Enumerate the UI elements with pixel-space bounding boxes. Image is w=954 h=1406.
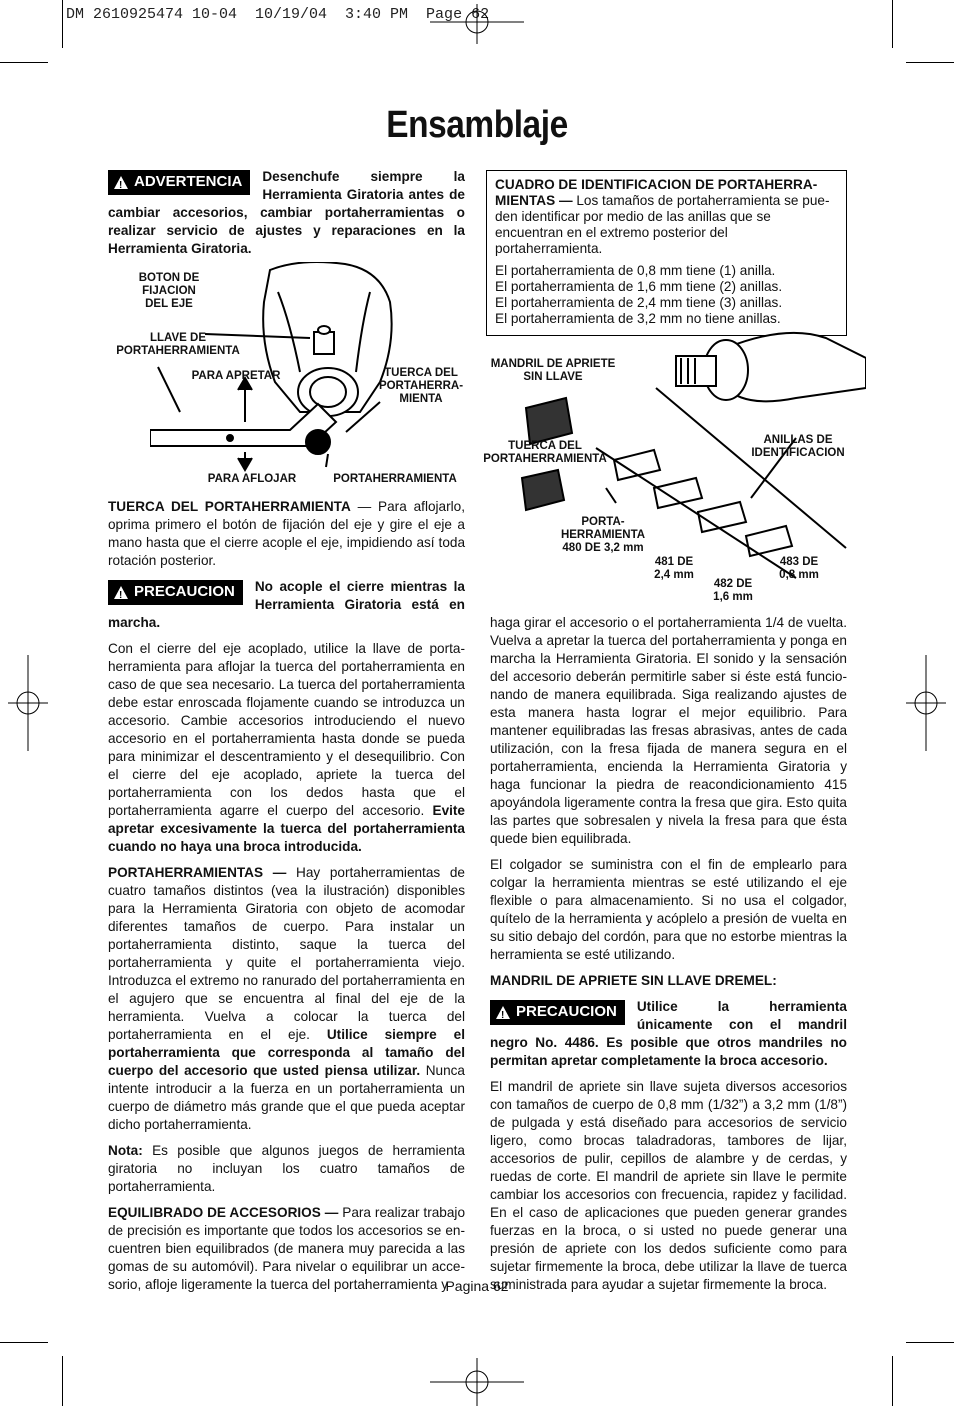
right-column-body (490, 614, 847, 1302)
print-header: DM 2610925474 10-04 10/19/04 3:40 PM Page 62 (66, 6, 490, 23)
paragraph: Nunca intente introducir a la fuerza en un portaherramienta un cuerpo de diámetro más grande que el que pueda aceptar dicho portaherramienta. (108, 1063, 465, 1132)
paragraph: Hay portaherramientas de cuatro tamaños distintos (vea la ilustración) disponibles para la Herramienta Giratoria con objeto de acomodar diferentes tamaños de cuerpo. Para instalar un portaherramienta distinto, saque la tuerca del portaherramienta y quite el portaherramienta viejo. Introduzca el extremo no ranurado del portaherramienta en el agujero que se encuentra al final del eje de la herramienta. Vuelva a colocar la tuerca del portaherramienta en el eje. (108, 865, 465, 1042)
label-482: 482 DE 1,6 mm (713, 578, 753, 603)
paragraph: El colgador se suministra con el fin de emplearlo para colgar la herramienta mientras se esté utilizando el eje flexible o para almacenamiento. Si no usa el colgador, quítelo de la herramienta y acóplelo a presión de vuelta en su sitio debajo del cordón, para que no estorbe mientras la herramienta se esté utilizando. (490, 857, 847, 962)
paragraph: Es posible que algunos juegos de herramienta giratoria no incluyan los cuatro tamaños de portaherramienta. (108, 1143, 465, 1194)
label-tuerca-porta: TUERCA DEL PORTAHERRAMIENTA (483, 440, 607, 465)
tuerca-heading: TUERCA DEL PORTAHERRAMIENTA (108, 499, 351, 514)
caution-badge: ! PRECAUCION (108, 580, 243, 605)
mandril-heading: MANDRIL DE APRIETE SIN LLAVE DREMEL: (490, 973, 777, 988)
label-para-apretar: PARA APRETAR (191, 370, 281, 382)
box-line: El portaherramienta de 2,4 mm tiene (3) anillas. (495, 295, 783, 310)
equilibrado-heading: EQUILIBRADO DE ACCESORIOS — (108, 1205, 339, 1220)
warning-icon (496, 1006, 510, 1019)
caution-text: No acople el cierre mientras la Herramienta Giratoria está en marcha. (108, 579, 465, 630)
caution-badge: ! PRECAUCION (490, 1000, 625, 1025)
page-number: Pagina 62 (445, 1278, 509, 1294)
tuerca-text: — Para aflojarlo, oprima primero el botón de fijación del eje y gire el eje a mano hasta que el cierre acople el eje, impidiendo así toda rotación posterior. (108, 499, 465, 568)
page-title: Ensamblaje (386, 104, 568, 146)
paragraph: El mandril de apriete sin llave sujeta diversos accesorios con tamaños de cuerpo de 0,8 mm (1/32”) a 3,2 mm (1/8”) de pulgada y está diseñado para accesorios de servicio ligero, como brocas taladradoras, tambores de lijar, accesorios de pulir, cepillos de alambre y de cerdas, y ruedas de corte. El mandril de apriete sin llave le permite cambiar los accesorios con frecuencia, rapidez y facilidad. En el caso de aplicaciones que pueden generar grandes fuerzas en la broca, o si usted no puede generar una presión de apriete con los dedos suficiente como para sujetar firmemente la broca, debe utilizar la llave de tuerca suministrada para ayudar a sujetar firmemente la broca. (490, 1079, 847, 1292)
label-anillas: ANILLAS DE IDENTIFICACION (751, 434, 845, 459)
label-llave: LLAVE DE PORTAHERRAMIENTA (116, 332, 240, 357)
warning-icon (114, 176, 128, 189)
label-portaherramienta: PORTAHERRAMIENTA (333, 473, 457, 485)
label-480: PORTA-HERRAMIENTA 480 DE 3,2 mm (560, 516, 646, 554)
box-line: El portaherramienta de 1,6 mm tiene (2) anillas. (495, 279, 783, 294)
box-line: El portaherramienta de 0,8 mm tiene (1) anilla. (495, 263, 776, 278)
caution-text: Utilice la herramienta únicamente con el mandril negro No. 4486. Es posible que otros mandriles no permitan apretar completamente la broca accesorio. (490, 999, 847, 1068)
box-text: Los tamaños de portaherramienta se pue-den identificar por medio de las anillas que se encuentran en el extremo posterior del portaherramienta. (495, 193, 830, 256)
left-column-body (108, 498, 465, 1302)
label-para-aflojar: PARA AFLOJAR (207, 473, 297, 485)
label-481: 481 DE 2,4 mm (654, 556, 694, 581)
porta-heading: PORTAHERRAMIENTAS — (108, 865, 287, 880)
label-boton-fijacion: BOTON DE FIJACION DEL EJE (138, 272, 200, 310)
warning-icon (114, 586, 128, 599)
caution-block (490, 998, 847, 1070)
paragraph: Con el cierre del eje acoplado, utilice la llave de porta-herramienta para aflojar la tuerca del portaherramienta en caso de que sea necesario. La tuerca del portaherramienta debe estar enroscada flojamente cuando se introduzca un accesorio. Cambie accesorios introduciendo el nuevo accesorio en el portaherramienta hasta donde se pueda para minimizar el descentramiento y el desequilibrio. Con el cierre del eje acoplado, apriete la tuerca del portaherramienta con los dedos hasta que el portaherramienta agarre el cuerpo del accesorio. (108, 641, 465, 818)
nota-heading: Nota: (108, 1143, 143, 1158)
label-483: 483 DE 0,8 mm (779, 556, 819, 581)
warning-text: Desenchufe siempre la Herramienta Giratoria antes de cambiar accesorios, cambiar portaherramientas o realizar servicio de ajustes y reparaciones en la Herramienta Giratoria. (108, 169, 465, 256)
box-heading: CUADRO DE IDENTIFICACION DE PORTAHERRA-MIENTAS — (495, 177, 818, 208)
warning-block (108, 168, 465, 258)
label-mandril: MANDRIL DE APRIETE SIN LLAVE (490, 358, 616, 383)
left-column (108, 168, 465, 266)
label-tuerca: TUERCA DEL PORTAHERRA-MIENTA (378, 367, 464, 405)
caution-block (108, 578, 465, 632)
collet-id-box (486, 170, 847, 336)
paragraph: haga girar el accesorio o el portaherramienta 1/4 de vuelta. Vuelva a apretar la tuerca del portaherramienta y ponga en marcha la Herramienta Giratoria. El sonido y la sensación del accesorio deberán permitirle saber si éste está funcio-nando de manera equilibrada. Siga realizando ajustes de esta manera hasta lograr el mejor equilibrio. Para mantener equilibradas las fresas abrasivas, antes de cada utilización, con la fresa fijada de manera segura en el portaherramienta, encienda la Herramienta Giratoria y haga funcionar la piedra de reacondicionamiento 415 apoyándola ligeramente contra la fresa que gira. Esto quita las partes que sobresalen y nivela la fresa para que ésta quede bien equilibrada. (490, 615, 847, 846)
warning-badge: ! ADVERTENCIA (108, 170, 250, 195)
box-line: El portaherramienta de 3,2 mm no tiene anillas. (495, 311, 781, 326)
paragraph: Para realizar trabajo de precisión es importante que todos los accesorios se en-cuentren bien equilibrados (de manera muy parecida a las gomas de su automóvil). Para nivelar o equilibrar un acce-sorio, afloje ligeramente la tuerca del portaherramienta y (108, 1205, 466, 1292)
paragraph-bold: Utilice siempre el portaherramienta que corresponda al tamaño del cuerpo del accesorio que usted piensa utilizar. (108, 1027, 465, 1078)
paragraph-bold: Evite apretar excesivamente la tuerca del portaherramienta cuando no haya una broca introducida. (108, 803, 465, 854)
